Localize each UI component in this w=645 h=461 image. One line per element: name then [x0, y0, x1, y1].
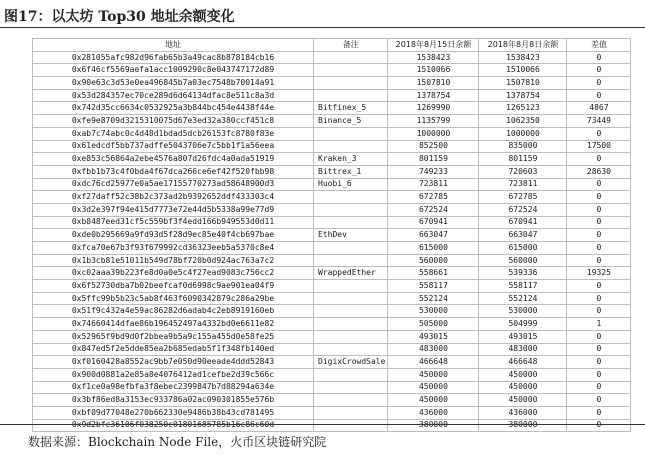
- cell-balance-aug15: 560000: [388, 254, 479, 267]
- header-balance-aug15: 2018年8月15日余额: [388, 39, 479, 52]
- cell-balance-aug8: 672785: [479, 191, 567, 204]
- table-row: [33, 127, 631, 140]
- cell-address: 0x61edcdf5bb737adffe5043706e7c5bb1f1a56eea: [33, 140, 314, 153]
- cell-note: [314, 51, 388, 64]
- cell-balance-aug15: 1269990: [388, 102, 479, 115]
- cell-balance-aug15: 466648: [388, 356, 479, 369]
- cell-address: 0xf0160428a8552ac9bb7e050d90eeade4ddd52843: [33, 356, 314, 369]
- cell-note: Kraken_3: [314, 153, 388, 166]
- header-difference: 差值: [567, 39, 631, 52]
- cell-note: [314, 242, 388, 255]
- cell-note: [314, 406, 388, 419]
- cell-note: Bitfinex_5: [314, 102, 388, 115]
- cell-note: [314, 140, 388, 153]
- cell-balance-aug8: 530000: [479, 305, 567, 318]
- cell-balance-aug15: 552124: [388, 292, 479, 305]
- cell-difference: 28630: [567, 165, 631, 178]
- cell-balance-aug15: 852500: [388, 140, 479, 153]
- cell-balance-aug15: 723811: [388, 178, 479, 191]
- cell-note: [314, 343, 388, 356]
- cell-address: 0x3d2e397f94e415d7773e72e44d5b5338a99e77d9: [33, 203, 314, 216]
- cell-balance-aug15: 450000: [388, 381, 479, 394]
- header-note: 备注: [314, 39, 388, 52]
- cell-note: [314, 254, 388, 267]
- cell-difference: 0: [567, 254, 631, 267]
- cell-balance-aug8: 615000: [479, 242, 567, 255]
- cell-note: EthDev: [314, 229, 388, 242]
- source-note: 数据来源：Blockchain Node File，火币区块链研究院: [28, 435, 327, 449]
- table-row: [33, 140, 631, 153]
- cell-difference: 0: [567, 203, 631, 216]
- cell-difference: 0: [567, 419, 631, 432]
- table-row: [33, 368, 631, 381]
- cell-address: 0x847ed5f2e5dde85ea2b685edab5f1f348fb140ed: [33, 343, 314, 356]
- cell-balance-aug15: 1510066: [388, 64, 479, 77]
- cell-difference: 1: [567, 318, 631, 331]
- cell-note: [314, 203, 388, 216]
- cell-balance-aug15: 1538423: [388, 51, 479, 64]
- cell-note: Bittrex_1: [314, 165, 388, 178]
- cell-address: 0xe853c56864a2ebe4576a807d26fdc4a0ada51919: [33, 153, 314, 166]
- table-row: [33, 51, 631, 64]
- cell-difference: 0: [567, 178, 631, 191]
- cell-balance-aug15: 530000: [388, 305, 479, 318]
- cell-address: 0x9d2bfc36106f038250c01801685785b16c86c60d: [33, 419, 314, 432]
- cell-balance-aug15: 672524: [388, 203, 479, 216]
- cell-address: 0x51f9c432a4e59ac86282d6adab4c2eb8919160eb: [33, 305, 314, 318]
- table-row: [33, 305, 631, 318]
- cell-balance-aug15: 450000: [388, 368, 479, 381]
- cell-note: [314, 77, 388, 90]
- cell-balance-aug8: 1000000: [479, 127, 567, 140]
- cell-balance-aug15: 558661: [388, 267, 479, 280]
- cell-balance-aug8: 560000: [479, 254, 567, 267]
- cell-address: 0x281055afc982d96fab65b3a49cac8b878184cb16: [33, 51, 314, 64]
- cell-address: 0xfca70e67b3f93f679992cd36323eeb5a5370c8e4: [33, 242, 314, 255]
- table-row: [33, 64, 631, 77]
- cell-balance-aug15: 483000: [388, 343, 479, 356]
- header-address: 地址: [33, 39, 314, 52]
- top-divider: [0, 27, 645, 28]
- cell-balance-aug15: 615000: [388, 242, 479, 255]
- cell-difference: 0: [567, 368, 631, 381]
- cell-address: 0x6f52730dba7b02beefcaf0d6998c9ae901ea04f9: [33, 280, 314, 293]
- cell-balance-aug8: 483000: [479, 343, 567, 356]
- cell-note: [314, 381, 388, 394]
- cell-balance-aug8: 450000: [479, 368, 567, 381]
- cell-address: 0xde0b295669a9fd93d5f28d9ec85e40f4cb697bae: [33, 229, 314, 242]
- table-row: [33, 330, 631, 343]
- table-body: [33, 51, 631, 432]
- table-row: [33, 77, 631, 90]
- cell-difference: 0: [567, 305, 631, 318]
- cell-note: [314, 127, 388, 140]
- cell-note: Huobi_6: [314, 178, 388, 191]
- cell-address: 0x52965f9bd9d0f2bbea9b5a9c155a455d0e58fe25: [33, 330, 314, 343]
- cell-address: 0x6f46cf5569aefa1acc1009290c8e043747172d89: [33, 64, 314, 77]
- table-row: [33, 381, 631, 394]
- cell-difference: 0: [567, 64, 631, 77]
- cell-difference: 0: [567, 343, 631, 356]
- cell-balance-aug8: 380000: [479, 419, 567, 432]
- table-row: [33, 406, 631, 419]
- cell-balance-aug8: 1507810: [479, 77, 567, 90]
- table-row: [33, 216, 631, 229]
- cell-balance-aug8: 670941: [479, 216, 567, 229]
- cell-balance-aug15: 670941: [388, 216, 479, 229]
- cell-balance-aug8: 663047: [479, 229, 567, 242]
- bottom-divider: [0, 424, 645, 425]
- cell-balance-aug15: 558117: [388, 280, 479, 293]
- table-row: [33, 356, 631, 369]
- cell-address: 0x90e63c3d53e0ea496845b7a03ec7548b70014a91: [33, 77, 314, 90]
- table-row: [33, 191, 631, 204]
- cell-balance-aug8: 723811: [479, 178, 567, 191]
- cell-difference: 0: [567, 394, 631, 407]
- cell-difference: 0: [567, 51, 631, 64]
- cell-balance-aug8: 504999: [479, 318, 567, 331]
- cell-balance-aug8: 558117: [479, 280, 567, 293]
- cell-difference: 0: [567, 216, 631, 229]
- header-balance-aug8: 2018年8月8日余额: [479, 39, 567, 52]
- cell-balance-aug8: 1062350: [479, 115, 567, 128]
- cell-difference: 0: [567, 229, 631, 242]
- cell-difference: 19325: [567, 267, 631, 280]
- cell-address: 0xfe9e8709d3215310075d67e3ed32a380ccf451c8: [33, 115, 314, 128]
- table-row: [33, 394, 631, 407]
- cell-difference: 0: [567, 77, 631, 90]
- cell-balance-aug15: 1507810: [388, 77, 479, 90]
- cell-address: 0xbf09d77048e270b662330e9486b38b43cd781495: [33, 406, 314, 419]
- cell-difference: 4867: [567, 102, 631, 115]
- cell-address: 0xc02aaa39b223fe8d0a0e5c4f27ead9083c756cc2: [33, 267, 314, 280]
- cell-balance-aug15: 749233: [388, 165, 479, 178]
- table-row: [33, 280, 631, 293]
- cell-balance-aug15: 1378754: [388, 89, 479, 102]
- cell-balance-aug15: 663047: [388, 229, 479, 242]
- cell-address: 0xf27daff52c38b2c373ad2b9392652ddf433303c4: [33, 191, 314, 204]
- cell-balance-aug15: 672785: [388, 191, 479, 204]
- table-row: [33, 165, 631, 178]
- cell-difference: 0: [567, 89, 631, 102]
- cell-difference: 0: [567, 381, 631, 394]
- cell-balance-aug15: 801159: [388, 153, 479, 166]
- cell-balance-aug15: 450000: [388, 394, 479, 407]
- table-row: [33, 318, 631, 331]
- table-row: [33, 229, 631, 242]
- cell-address: 0xb8487eed31cf5c559bf3f4edd166b949553d0d11: [33, 216, 314, 229]
- cell-address: 0xfbb1b73c4f0bda4f67dca266ce6ef42f520fbb98: [33, 165, 314, 178]
- cell-note: [314, 191, 388, 204]
- cell-address: 0x53d284357ec70ce289d6d64134dfac8e511c8a3d: [33, 89, 314, 102]
- table-row: [33, 419, 631, 432]
- cell-address: 0x74660414dfae86b196452497a4332bd0e6611e82: [33, 318, 314, 331]
- table-row: [33, 89, 631, 102]
- balance-table: [32, 38, 631, 432]
- cell-difference: 73449: [567, 115, 631, 128]
- cell-balance-aug8: 720603: [479, 165, 567, 178]
- cell-balance-aug8: 450000: [479, 394, 567, 407]
- cell-difference: 0: [567, 127, 631, 140]
- cell-balance-aug8: 539336: [479, 267, 567, 280]
- cell-balance-aug15: 436000: [388, 406, 479, 419]
- table-row: [33, 203, 631, 216]
- table-row: [33, 292, 631, 305]
- cell-difference: 0: [567, 191, 631, 204]
- cell-balance-aug15: 1135799: [388, 115, 479, 128]
- table-row: [33, 343, 631, 356]
- table-row: [33, 102, 631, 115]
- cell-balance-aug8: 552124: [479, 292, 567, 305]
- cell-address: 0xf1ce0a98efbfa3f8ebec2399847b7d88294a634e: [33, 381, 314, 394]
- cell-note: Binance_5: [314, 115, 388, 128]
- cell-note: [314, 216, 388, 229]
- cell-note: [314, 89, 388, 102]
- cell-difference: 0: [567, 153, 631, 166]
- cell-difference: 17500: [567, 140, 631, 153]
- balance-table-wrapper: [32, 38, 631, 432]
- cell-balance-aug8: 450000: [479, 381, 567, 394]
- cell-address: 0xdc76cd25977e0a5ae17155770273ad58648900d3: [33, 178, 314, 191]
- cell-difference: 0: [567, 242, 631, 255]
- cell-address: 0x900d0881a2e85a8e4076412ad1cefbe2d39c566c: [33, 368, 314, 381]
- cell-difference: 0: [567, 292, 631, 305]
- cell-note: [314, 368, 388, 381]
- cell-address: 0xab7c74abc0c4d48d1bdad5dcb26153fc8780f83e: [33, 127, 314, 140]
- cell-balance-aug15: 505000: [388, 318, 479, 331]
- cell-note: [314, 64, 388, 77]
- cell-note: WrappedEther: [314, 267, 388, 280]
- cell-note: [314, 292, 388, 305]
- cell-note: [314, 318, 388, 331]
- cell-balance-aug8: 466648: [479, 356, 567, 369]
- cell-note: [314, 330, 388, 343]
- cell-note: DigixCrowdSale: [314, 356, 388, 369]
- cell-balance-aug8: 801159: [479, 153, 567, 166]
- cell-difference: 0: [567, 356, 631, 369]
- cell-note: [314, 305, 388, 318]
- cell-balance-aug8: 1265123: [479, 102, 567, 115]
- cell-difference: 0: [567, 330, 631, 343]
- cell-address: 0x3bf86ed8a3153ec933786a02ac090301855e576b: [33, 394, 314, 407]
- table-row: [33, 242, 631, 255]
- table-row: [33, 153, 631, 166]
- cell-balance-aug8: 1510066: [479, 64, 567, 77]
- cell-address: 0x5ffc99b5b23c5ab8f463f6090342879c286a29be: [33, 292, 314, 305]
- cell-address: 0x742d35cc6634c0532925a3b844bc454e4438f44e: [33, 102, 314, 115]
- cell-balance-aug8: 1538423: [479, 51, 567, 64]
- cell-balance-aug8: 1378754: [479, 89, 567, 102]
- table-row: [33, 254, 631, 267]
- cell-difference: 0: [567, 406, 631, 419]
- cell-balance-aug8: 835000: [479, 140, 567, 153]
- cell-balance-aug15: 493015: [388, 330, 479, 343]
- cell-balance-aug15: 1000000: [388, 127, 479, 140]
- table-row: [33, 115, 631, 128]
- cell-balance-aug8: 493015: [479, 330, 567, 343]
- cell-balance-aug8: 672524: [479, 203, 567, 216]
- table-row: [33, 178, 631, 191]
- cell-note: [314, 419, 388, 432]
- figure-title: 图17：以太坊 Top30 地址余额变化: [4, 9, 235, 25]
- cell-address: 0x1b3cb81e51011b549d78bf720b0d924ac763a7c2: [33, 254, 314, 267]
- cell-balance-aug8: 436000: [479, 406, 567, 419]
- cell-balance-aug15: 380000: [388, 419, 479, 432]
- cell-difference: 0: [567, 280, 631, 293]
- table-row: [33, 267, 631, 280]
- cell-note: [314, 280, 388, 293]
- table-header-row: [33, 39, 631, 52]
- cell-note: [314, 394, 388, 407]
